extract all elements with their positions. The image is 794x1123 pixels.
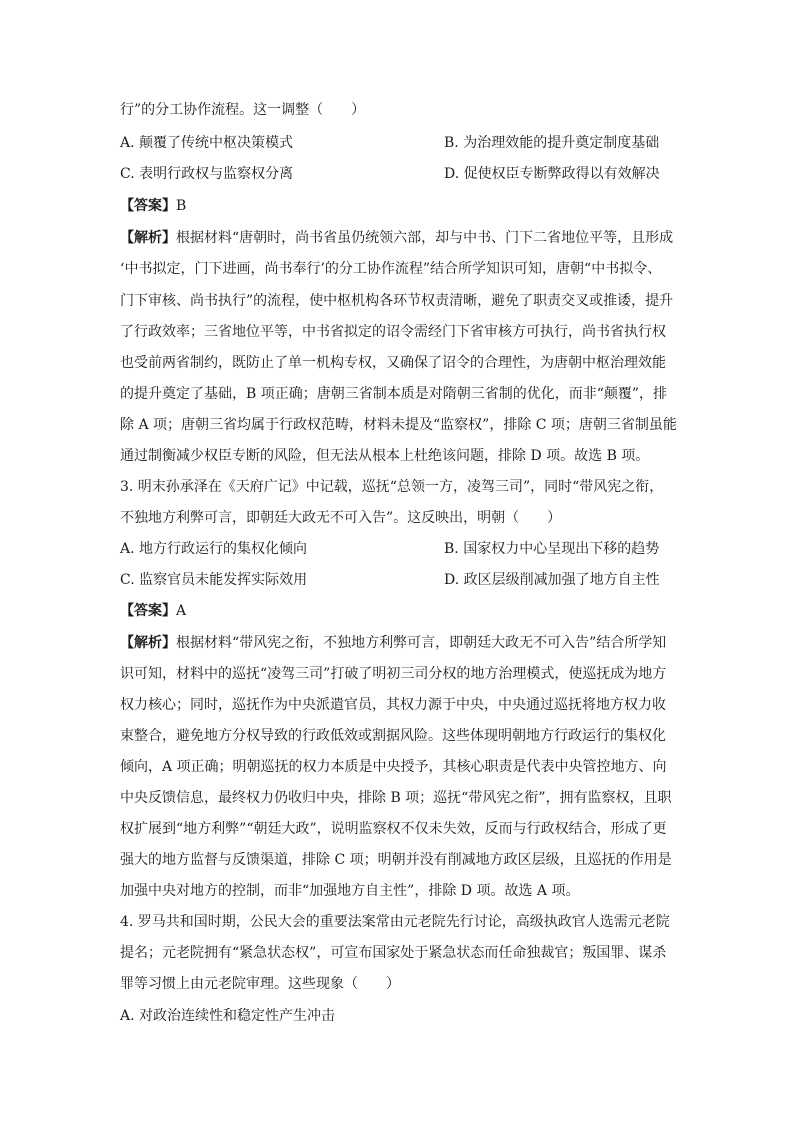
answer-tag: 【答案】 <box>120 198 176 214</box>
q3-analysis-line: 倾向，A 项正确；明朝巡抚的权力本质是中央授予，其核心职责是代表中央管控地方、向 <box>120 759 667 775</box>
q4-stem-line: 4. 罗马共和国时期，公民大会的重要法案常由元老院先行讨论，高级执政官人选需元老院 <box>120 914 670 930</box>
q2-analysis-line: 【解析】根据材料“唐朝时，尚书省虽仍统领六部，却与中书、门下二省地位平等，且形成 <box>120 230 674 246</box>
q3-analysis-line: 中央反馈信息，最终权力仍收归中央，排除 B 项；巡抚“带风宪之衔”，拥有监察权，且职 <box>120 790 672 806</box>
q2-analysis-line: 通过制衡减少权臣专断的风险，但无法从根本上杜绝该问题，排除 D 项。故选 B 项。 <box>120 448 650 464</box>
q2-stem-tail: 行”的分工协作流程。这一调整（ ） <box>120 102 366 118</box>
q3-option-c: C. 监察官员未能发挥实际效用 <box>120 572 308 588</box>
answer-value: B <box>176 198 187 214</box>
q3-analysis-line: 权力核心；同时，巡抚作为中央派遣官员，其权力源于中央，中央通过巡抚将地方权力收 <box>120 697 666 713</box>
q3-option-a: A. 地方行政运行的集权化倾向 <box>120 541 308 557</box>
analysis-tag: 【解析】 <box>120 635 176 651</box>
q2-analysis-line: 也受前两省制约，既防止了单一机构专权，又确保了诏令的合理性，为唐朝中枢治理效能 <box>120 355 666 371</box>
q2-option-d: D. 促使权臣专断弊政得以有效解决 <box>444 166 660 182</box>
q3-stem-line: 3. 明末孙承泽在《天府广记》中记载，巡抚“总领一方，凌驾三司”，同时“带风宪之衔， <box>120 479 664 495</box>
q2-option-a: A. 颠覆了传统中枢决策模式 <box>120 135 294 151</box>
q2-analysis-line: 的提升奠定了基础，B 项正确；唐朝三省制本质是对隋朝三省制的优化，而非“颠覆”，排 <box>120 386 668 402</box>
q3-analysis-line: 加强中央对地方的控制，而非“加强地方自主性”，排除 D 项。故选 A 项。 <box>120 883 580 899</box>
q2-option-b: B. 为治理效能的提升奠定制度基础 <box>444 135 660 151</box>
analysis-tag: 【解析】 <box>120 230 176 246</box>
q2-analysis-line: 了行政效率；三省地位平等，中书省拟定的诏令需经门下省审核方可执行，尚书省执行权 <box>120 324 666 340</box>
q3-option-d: D. 政区层级削减加强了地方自主性 <box>444 572 660 588</box>
q4-option-a: A. 对政治连续性和稳定性产生冲击 <box>120 1008 336 1024</box>
q2-answer <box>120 196 186 216</box>
q4-stem-line: 罪等习惯上由元老院审理。这些现象（ ） <box>120 976 400 992</box>
q3-analysis-line: 权扩展到“地方利弊”“朝廷大政”，说明监察权不仅未失效，反而与行政权结合，形成了更 <box>120 821 667 837</box>
q3-analysis-line: 【解析】根据材料“带风宪之衔，不独地方利弊可言，即朝廷大政无不可入告”结合所学知 <box>120 635 667 651</box>
q2-analysis-line: 除 A 项；唐朝三省均属于行政权范畴，材料未提及“监察权”，排除 C 项；唐朝三省制虽能 <box>120 417 677 433</box>
q2-analysis-line: ‘中书拟定，门下进画，尚书奉行’的分工协作流程”结合所学知识可知，唐朝“中书拟令、 <box>120 261 662 277</box>
q4-stem-line: 提名；元老院拥有“紧急状态权”，可宣布国家处于紧急状态而任命独裁官；叛国罪、谋杀 <box>120 945 667 961</box>
q2-analysis-line: 门下审核、尚书执行”的流程，使中枢机构各环节权责清晰，避免了职责交叉或推诿，提升 <box>120 293 674 309</box>
q2-option-c: C. 表明行政权与监察权分离 <box>120 166 294 182</box>
answer-value: A <box>176 603 187 619</box>
q3-stem-line: 不独地方利弊可言，即朝廷大政无不可入告”。这反映出，明朝（ ） <box>120 510 562 526</box>
q3-analysis-line: 强大的地方监督与反馈渠道，排除 C 项；明朝并没有削减地方政区层级，且巡抚的作用是 <box>120 852 672 868</box>
q3-answer <box>120 601 186 621</box>
q3-analysis-line: 束整合，避免地方分权导致的行政低效或割据风险。这些体现明朝地方行政运行的集权化 <box>120 728 666 744</box>
q3-option-b: B. 国家权力中心呈现出下移的趋势 <box>444 541 660 557</box>
q3-analysis-line: 识可知，材料中的巡抚“凌驾三司”打破了明初三司分权的地方治理模式，使巡抚成为地方 <box>120 666 667 682</box>
answer-tag: 【答案】 <box>120 603 176 619</box>
